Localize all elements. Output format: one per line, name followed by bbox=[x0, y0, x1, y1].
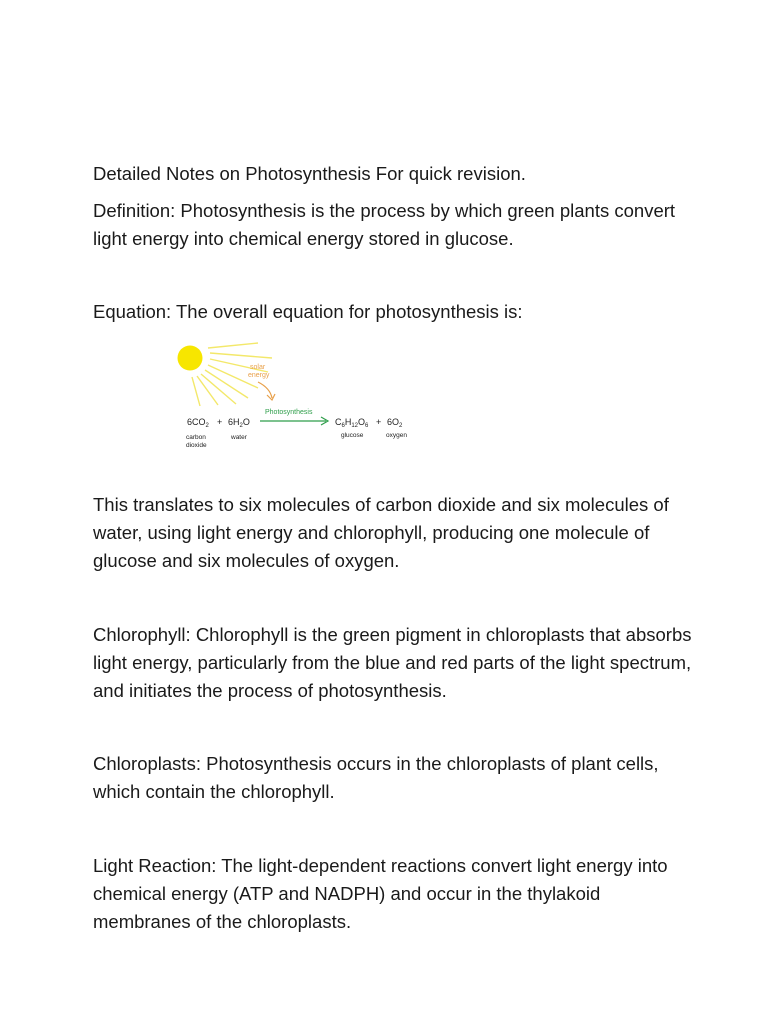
product-glucose: $C_6H_{12}O_6$ bbox=[335, 417, 369, 429]
sun-icon bbox=[178, 346, 203, 371]
translation-paragraph: This translates to six molecules of carbon dioxide and six molecules of water, using light energy and chlorophyll, producing one molecule of glucose and six molecules of oxygen. bbox=[93, 494, 669, 571]
definition-paragraph: Definition: Photosynthesis is the process by which green plants convert light energy into chemical energy stored in glucose. bbox=[93, 200, 676, 249]
chloroplasts-paragraph: Chloroplasts: Photosynthesis occurs in the chloroplasts of plant cells, which contain the chlorophyll. bbox=[93, 753, 659, 802]
photosynthesis-equation-figure bbox=[170, 338, 420, 458]
equation-diagram bbox=[170, 338, 420, 458]
label-water: water bbox=[231, 434, 247, 441]
notes-title: Detailed Notes on Photosynthesis For quick revision. bbox=[93, 163, 526, 184]
product-oxygen: $6O_2$ bbox=[387, 417, 403, 429]
label-oxygen: oxygen bbox=[386, 432, 407, 439]
sun-ray bbox=[210, 353, 272, 358]
equation-intro-paragraph: Equation: The overall equation for photosynthesis is: bbox=[93, 301, 523, 322]
reactant-co2: $6CO_2$ bbox=[187, 417, 209, 429]
solar-label: solar bbox=[250, 364, 266, 371]
label-glucose: glucose bbox=[341, 432, 364, 439]
label-carbon: carbon bbox=[186, 434, 206, 441]
reactant-h2o: $6H_2O$ bbox=[228, 417, 250, 429]
light-reaction-paragraph: Light Reaction: The light-dependent reactions convert light energy into chemical energy (ATP and NADPH) and occur in the thylakoid membranes of the chloroplasts. bbox=[93, 855, 668, 932]
energy-label: energy bbox=[248, 372, 270, 379]
chlorophyll-paragraph: Chlorophyll: Chlorophyll is the green pigment in chloroplasts that absorbs light energy, particularly from the blue and red parts of the light spectrum, and initiates the process of photosynthesis. bbox=[93, 624, 692, 701]
sun-ray bbox=[192, 377, 200, 406]
label-dioxide: dioxide bbox=[186, 442, 207, 449]
solar-arrow-icon bbox=[258, 382, 272, 398]
plus-sign: + bbox=[217, 417, 223, 427]
plus-sign: + bbox=[376, 417, 382, 427]
sun-ray bbox=[208, 343, 258, 348]
arrow-label: Photosynthesis bbox=[265, 409, 313, 416]
